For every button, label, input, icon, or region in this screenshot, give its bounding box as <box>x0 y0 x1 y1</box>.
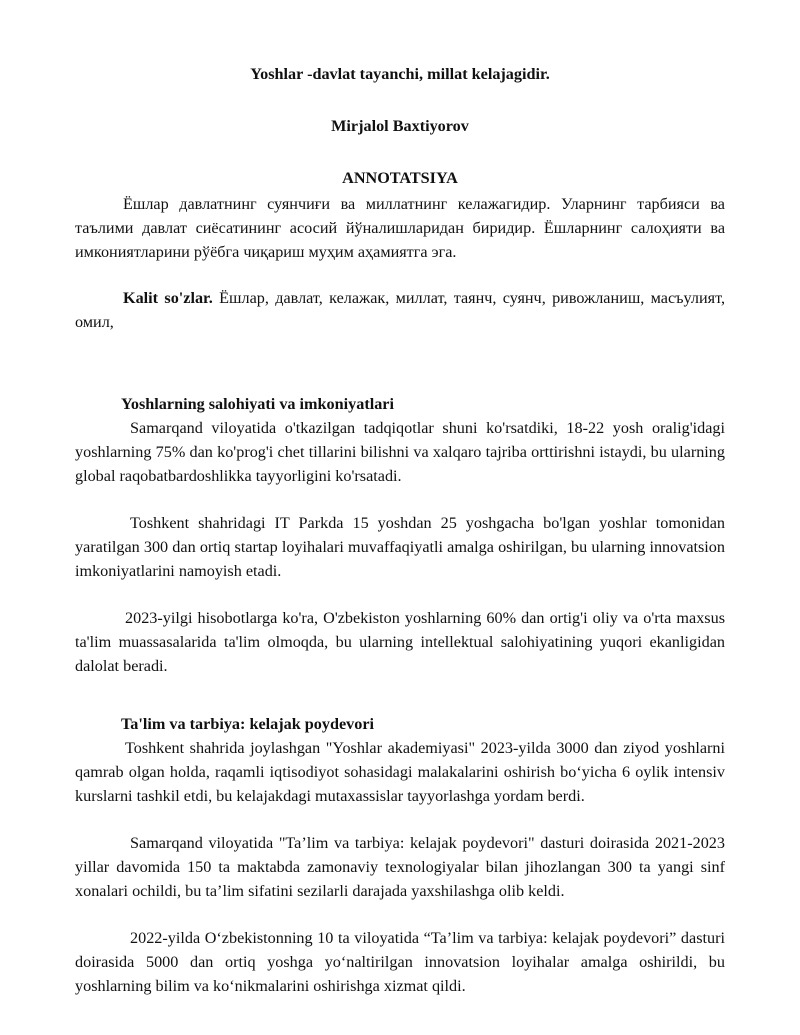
section-paragraph: Samarqand viloyatida o'tkazilgan tadqiqotlar shuni ko'rsatdiki, 18-22 yosh oralig'idagi yoshlarning 75% dan ko'prog'i chet tillarini bilishni va xalqaro tajriba orttirishni istaydi, bu ularning global raqobatbardoshlikka tayyorligini ko'rsatadi. <box>75 419 725 485</box>
section-paragraph: Samarqand viloyatida "Ta’lim va tarbiya: kelajak poydevori" dasturi doirasida 2021-2023 yillar davomida 150 ta maktabda zamonaviy texnologiyalar bilan jihozlangan 300 ta yangi sinf xonalari ochildi, bu ta’lim sifatini sezilarli darajada yaxshilashga olib keldi. <box>75 834 725 900</box>
section-paragraph: Toshkent shahridagi IT Parkda 15 yoshdan 25 yoshgacha bo'lgan yoshlar tomonidan yaratilgan 300 dan ortiq startap loyihalari muvaffaqiyatli amalga oshirilgan, bu ularning innovatsion imkoniyatlarini namoyish etadi. <box>75 514 725 580</box>
section-heading-salohiyat: Yoshlarning salohiyati va imkoniyatlari <box>121 395 394 413</box>
section-heading-talim: Ta'lim va tarbiya: kelajak poydevori <box>121 715 375 733</box>
annotation-heading: ANNOTATSIYA <box>342 169 458 187</box>
keywords-text: Ёшлар, давлат, келажак, миллат, таянч, суянч, ривожланиш, масъулият, омил, <box>75 289 726 331</box>
section-paragraph: 2022-yilda O‘zbekistonning 10 ta viloyatida “Ta’lim va tarbiya: kelajak poydevori” dasturi doirasida 5000 dan ortiq yoshga yo‘naltirilgan innovatsion loyihalar amalga oshirildi, bu yoshlarning bilim va ko‘nikmalarini oshirishga xizmat qildi. <box>75 929 725 995</box>
section-paragraph: 2023-yilgi hisobotlarga ko'ra, O'zbekiston yoshlarning 60% dan ortig'i oliy va o'rta maxsus ta'lim muassasalarida ta'lim olmoqda, bu ularning intellektual salohiyatining yuqori ekanligidan dalolat beradi. <box>75 609 725 675</box>
keywords-paragraph <box>75 286 725 334</box>
author-name: Mirjalol Baxtiyorov <box>331 117 469 135</box>
document-page <box>75 62 725 998</box>
keywords-label: Kalit so'zlar. <box>123 289 213 307</box>
document-title: Yoshlar -davlat tayanchi, millat kelajagidir. <box>250 65 550 83</box>
annotation-text: Ёшлар давлатнинг суянчиғи ва миллатнинг келажагидир. Уларнинг тарбияси ва таълими давлат сиёсатининг асосий йўналишларидан биридир. Ёшларнинг салоҳияти ва имкониятларини рўёбга чиқариш муҳим аҳамиятга эга. <box>75 195 725 261</box>
section-paragraph: Toshkent shahrida joylashgan "Yoshlar akademiyasi" 2023-yilda 3000 dan ziyod yoshlarni qamrab olgan holda, raqamli iqtisodiyot sohasidagi malakalarini oshirish bo‘yicha 6 oylik intensiv kurslarni tashkil etdi, bu kelajakdagi mutaxassislar tayyorlashga yordam berdi. <box>75 739 725 805</box>
